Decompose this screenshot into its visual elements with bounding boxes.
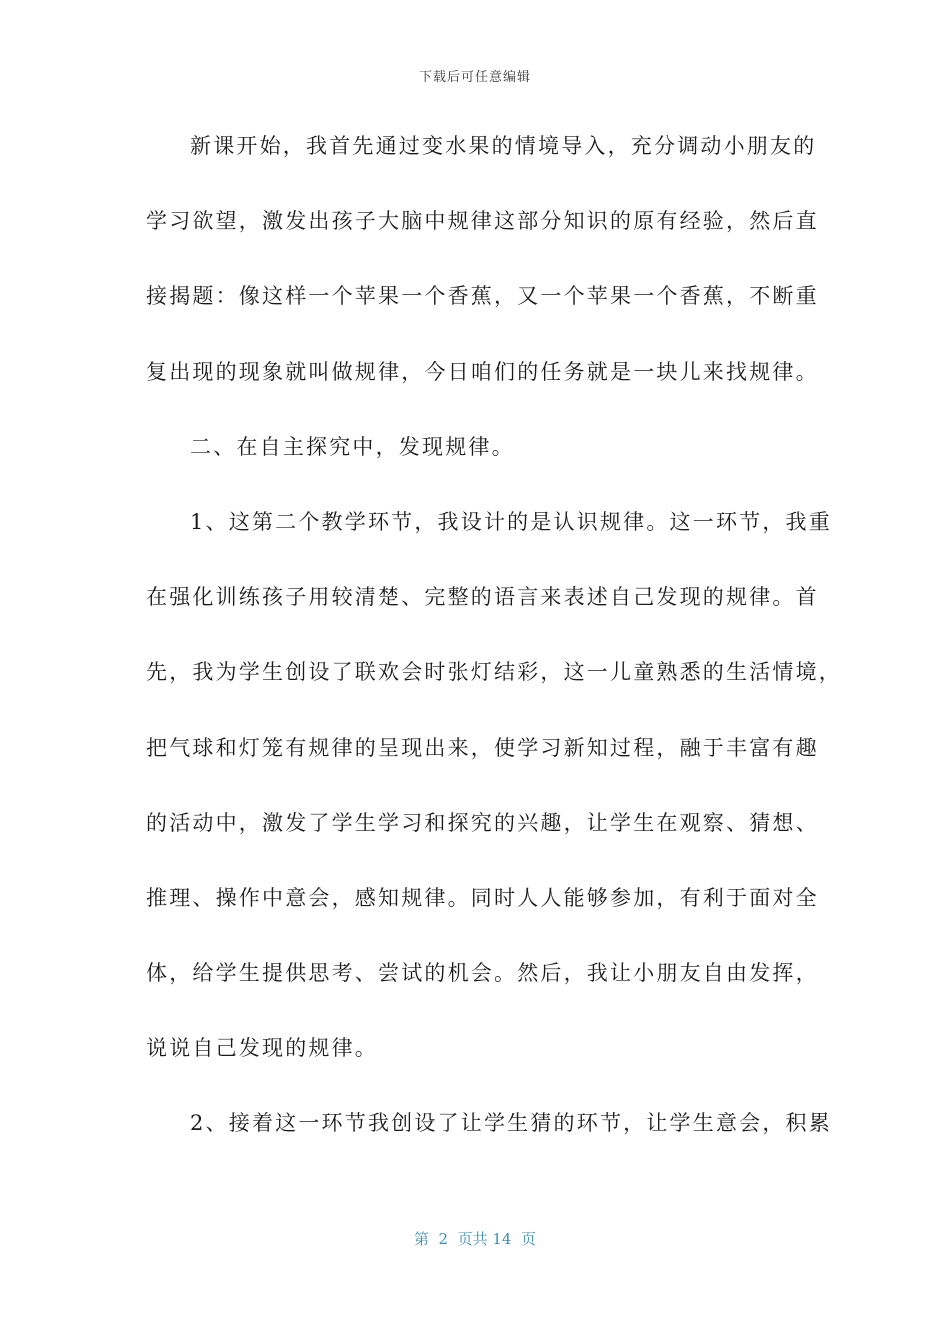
paragraph-line: 把气球和灯笼有规律的呈现出来，使学习新知过程，融于丰富有趣 xyxy=(146,735,819,760)
paragraph-line: 新课开始，我首先通过变水果的情境导入，充分调动小朋友的 xyxy=(190,134,817,158)
paragraph-line: 2、接着这一环节我创设了让学生猜的环节，让学生意会，积累 xyxy=(190,1111,832,1136)
section-heading: 二、在自主探究中，发现规律。 xyxy=(190,434,515,459)
page-number-footer: 第 2 页共 14 页 xyxy=(413,1230,536,1248)
paragraph-line: 推理、操作中意会，感知规律。同时人人能够参加，有利于面对全 xyxy=(146,885,819,910)
paragraph-line: 体，给学生提供思考、尝试的机会。然后，我让小朋友自由发挥， xyxy=(146,961,819,986)
paragraph-line: 复出现的现象就叫做规律，今日咱们的任务就是一块儿来找规律。 xyxy=(146,359,819,384)
paragraph-line: 的活动中，激发了学生学习和探究的兴趣，让学生在观察、猜想、 xyxy=(146,810,819,835)
paragraph-line: 说说自己发现的规律。 xyxy=(146,1036,378,1061)
paragraph-line: 在强化训练孩子用较清楚、完整的语言来表述自己发现的规律。首 xyxy=(146,585,819,610)
paragraph-line: 先，我为学生创设了联欢会时张灯结彩，这一儿童熟悉的生活情境， xyxy=(146,660,842,685)
page-header: 下载后可任意编辑 xyxy=(418,70,531,85)
document-body xyxy=(146,126,842,1179)
paragraph-line: 学习欲望，激发出孩子大脑中规律这部分知识的原有经验，然后直 xyxy=(146,209,819,234)
paragraph-line: 接揭题：像这样一个苹果一个香蕉，又一个苹果一个香蕉，不断重 xyxy=(146,284,819,309)
paragraph-line: 1、这第二个教学环节，我设计的是认识规律。这一环节，我重 xyxy=(190,509,832,534)
